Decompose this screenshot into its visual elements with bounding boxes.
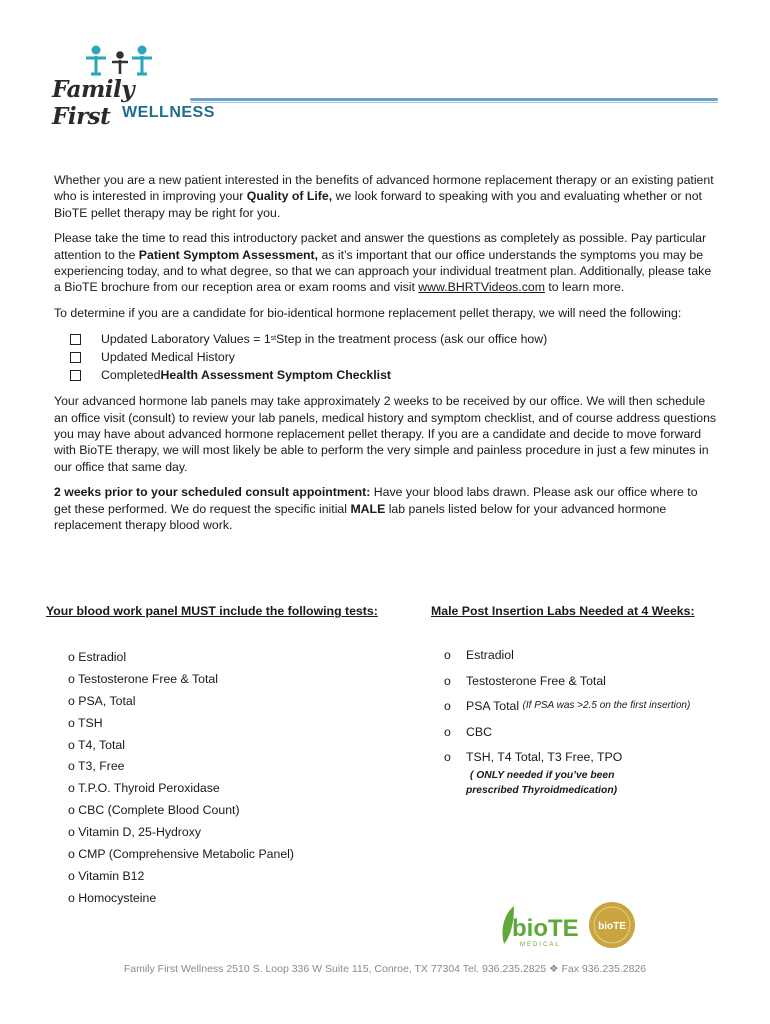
list-item: o T4, Total: [68, 737, 125, 752]
list-item: o Vitamin D, 25-Hydroxy: [68, 825, 202, 840]
list-item: o T3, Free: [68, 759, 125, 774]
checkbox-icon[interactable]: [70, 352, 81, 363]
logo-family-first: Family First: [52, 76, 135, 130]
intro-paragraph-1: Whether you are a new patient interested in the benefits of advanced hormone replacement therapy or an existing patient who is interested in improving your Quality of Life, we look forward to speaking with you and evaluating whether or not BioTE pellet therapy may be right for you.: [54, 173, 714, 220]
post-insertion-heading: Male Post Insertion Labs Needed at 4 Weeks:: [431, 604, 695, 618]
blood-work-heading: Your blood work panel MUST include the following tests:: [46, 604, 378, 618]
list-item: o Testosterone Free & Total: [68, 671, 218, 686]
list-item: o PSA, Total: [68, 693, 136, 708]
family-figures-icon: [80, 44, 190, 78]
intro-paragraph-2: Please take the time to read this introductory packet and answer the questions as completely as possible. Pay particular attention to the Patient Symptom Assessment, as it’s important that our office understands the symptoms you may be experiencing today, and to what degree, so that we can approach your individual treatment plan. Additionally, please take a BioTE brochure from our reception area or exam rooms and visit www.BHRTVideos.com to learn more.: [54, 231, 712, 295]
header-rule: [190, 98, 718, 101]
footer-contact: Family First Wellness 2510 S. Loop 336 W Suite 115, Conroe, TX 77304 Tel. 936.235.2825 ❖ Fax 936.235.2826: [123, 963, 647, 975]
psa-note: (If PSA was >2.5 on the first insertion): [522, 700, 691, 711]
list-item: o CBC (Complete Blood Count): [68, 803, 240, 818]
svg-text:MEDICAL: MEDICAL: [520, 942, 561, 948]
checklist-item-lab-values: Updated Laboratory Values = 1 st Step in the treatment process (ask our office how): [70, 330, 718, 348]
checkbox-icon[interactable]: [70, 334, 81, 345]
consult-paragraph: 2 weeks prior to your scheduled consult appointment: Have your blood labs drawn. Please ask our office where to get these performed. We do request the specific initial MALE lab panels listed below for your advanced hormone replacement therapy blood work.: [54, 485, 698, 533]
bhrt-videos-link[interactable]: www.BHRTVideos.com: [418, 280, 545, 295]
list-item: o TSH: [68, 715, 103, 730]
requirements-checklist: [70, 330, 718, 384]
post-insertion-list: [444, 645, 690, 773]
list-item: o PSA Total (If PSA was >2.5 on the first insertion): [444, 696, 690, 722]
checklist-item-medical-history: Updated Medical History: [70, 348, 718, 366]
biote-medical-logo: [498, 900, 638, 950]
list-item: o CBC: [444, 724, 492, 739]
checklist-item-symptom-checklist: Completed Health Assessment Symptom Checklist: [70, 366, 718, 384]
intro-paragraph-3: To determine if you are a candidate for bio-identical hormone replacement pellet therapy, we will need the following:: [54, 305, 682, 320]
list-item: o Estradiol: [68, 650, 127, 664]
svg-text:bioTE: bioTE: [512, 915, 579, 942]
list-item: o Vitamin B12: [68, 868, 145, 883]
family-first-logo: [52, 44, 215, 130]
list-item: o Testosterone Free & Total: [444, 673, 606, 688]
list-item: o TSH, T4 Total, T3 Free, TPO: [444, 750, 623, 764]
thyroid-note: ( ONLY needed if you’ve been prescribed Thyroidmedication): [466, 770, 618, 796]
list-item: o Homocysteine: [68, 890, 157, 905]
header-rule-thin: [190, 102, 718, 103]
list-item: o T.P.O. Thyroid Peroxidase: [68, 781, 220, 796]
intro-content: [54, 172, 718, 543]
svg-text:bioTE: bioTE: [598, 921, 626, 932]
lab-timing-paragraph: Your advanced hormone lab panels may take approximately 2 weeks to be received by our office. We will then schedule an office visit (consult) to review your lab panels, medical history and symptom checklist, and of course address questions you may have about advanced hormone replacement pellet therapy. If you are a candidate and decide to move forward with BioTE therapy, we will most likely be able to perform the very simple and painless procedure in just a few minutes in our office that same day.: [54, 394, 717, 474]
list-item: o Estradiol: [444, 648, 514, 662]
logo-wellness: WELLNESS: [122, 104, 215, 121]
blood-work-list: [68, 647, 294, 910]
checkbox-icon[interactable]: [70, 370, 81, 381]
list-item: o CMP (Comprehensive Metabolic Panel): [68, 847, 294, 862]
